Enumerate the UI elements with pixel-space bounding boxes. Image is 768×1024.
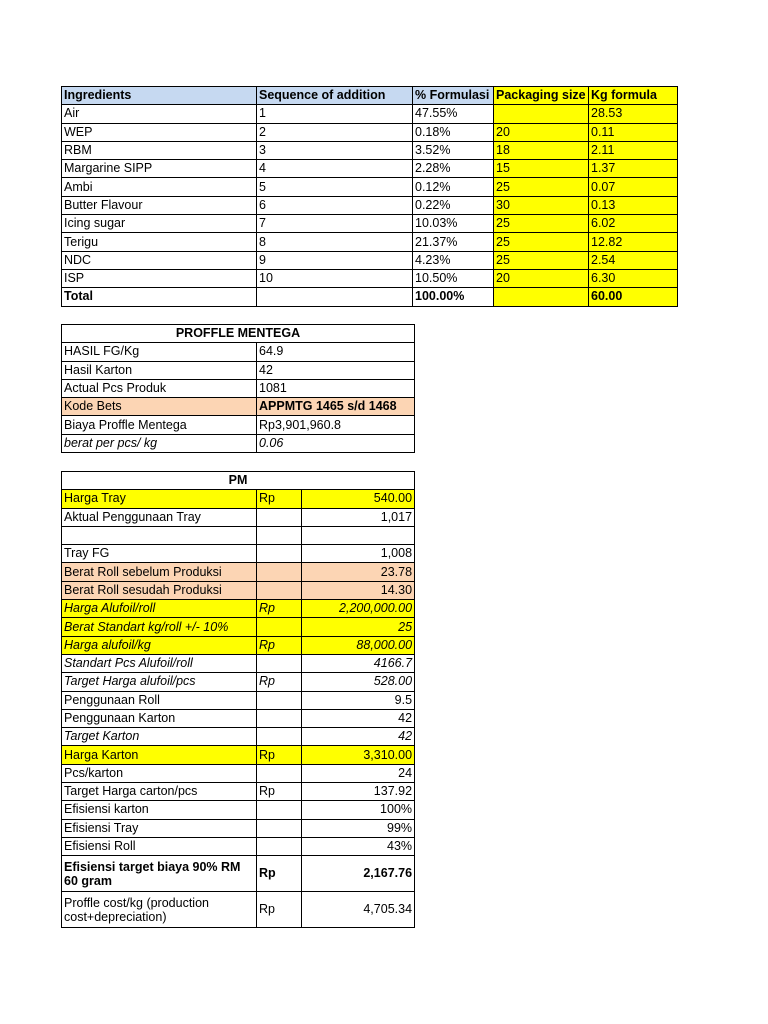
pm-label: Harga alufoil/kg xyxy=(62,636,257,654)
pm-label: Penggunaan Karton xyxy=(62,709,257,727)
ingredient-cell: Butter Flavour xyxy=(62,196,257,214)
pm-table xyxy=(61,471,415,928)
ingredient-cell: Ambi xyxy=(62,178,257,196)
pm-row xyxy=(62,746,415,764)
ingredient-cell: 10 xyxy=(257,269,413,287)
pm-row xyxy=(62,892,415,928)
ingredient-cell: 1 xyxy=(257,105,413,123)
profile-value: 1081 xyxy=(257,379,415,397)
pm-currency: Rp xyxy=(257,892,302,928)
ingredient-row xyxy=(62,141,678,159)
pm-label: Tray FG xyxy=(62,545,257,563)
pm-value: 99% xyxy=(302,819,415,837)
ingredients-table-body xyxy=(62,87,678,307)
pm-label: Efisiensi Roll xyxy=(62,837,257,855)
total-cell: Total xyxy=(62,288,257,306)
pm-row xyxy=(62,618,415,636)
ingredient-cell: 2 xyxy=(257,123,413,141)
pm-row xyxy=(62,837,415,855)
pm-row xyxy=(62,801,415,819)
total-cell: 100.00% xyxy=(413,288,494,306)
pm-label: Aktual Penggunaan Tray xyxy=(62,508,257,526)
profile-title-row xyxy=(62,325,415,343)
ingredient-cell: ISP xyxy=(62,269,257,287)
ingredient-cell: 0.11 xyxy=(589,123,678,141)
pm-value: 2,167.76 xyxy=(302,856,415,892)
pm-label: Target Harga carton/pcs xyxy=(62,783,257,801)
ingredients-table xyxy=(61,86,678,307)
total-cell: 60.00 xyxy=(589,288,678,306)
pm-label: Berat Roll sebelum Produksi xyxy=(62,563,257,581)
profile-value: Rp3,901,960.8 xyxy=(257,416,415,434)
pm-label: Target Harga alufoil/pcs xyxy=(62,673,257,691)
ingredient-cell: WEP xyxy=(62,123,257,141)
profile-value: 0.06 xyxy=(257,434,415,452)
profile-label: berat per pcs/ kg xyxy=(62,434,257,452)
ingredient-cell: 4.23% xyxy=(413,251,494,269)
ingredient-cell: 20 xyxy=(494,123,589,141)
ingredient-row xyxy=(62,269,678,287)
ingredient-cell: 3.52% xyxy=(413,141,494,159)
pm-value: 1,008 xyxy=(302,545,415,563)
pm-value: 137.92 xyxy=(302,783,415,801)
ingredient-cell: 7 xyxy=(257,215,413,233)
profile-value: 64.9 xyxy=(257,343,415,361)
pm-row xyxy=(62,545,415,563)
pm-value: 24 xyxy=(302,764,415,782)
pm-value: 528.00 xyxy=(302,673,415,691)
pm-currency: Rp xyxy=(257,600,302,618)
total-cell xyxy=(257,288,413,306)
ingredient-row xyxy=(62,178,678,196)
ingredient-cell: 10.50% xyxy=(413,269,494,287)
pm-currency xyxy=(257,545,302,563)
pm-value: 14.30 xyxy=(302,581,415,599)
pm-value: 3,310.00 xyxy=(302,746,415,764)
ingredient-cell: 47.55% xyxy=(413,105,494,123)
ingredient-cell: 4 xyxy=(257,160,413,178)
profile-row xyxy=(62,434,415,452)
pm-value: 540.00 xyxy=(302,490,415,508)
ingredient-cell: 0.18% xyxy=(413,123,494,141)
pm-currency xyxy=(257,837,302,855)
column-header: Kg formula xyxy=(589,87,678,105)
ingredient-cell: 20 xyxy=(494,269,589,287)
pm-label: Berat Standart kg/roll +/- 10% xyxy=(62,618,257,636)
pm-currency xyxy=(257,691,302,709)
ingredient-cell: 1.37 xyxy=(589,160,678,178)
ingredients-total-row xyxy=(62,288,678,306)
profile-value: 42 xyxy=(257,361,415,379)
profile-mentega-table-body xyxy=(62,325,415,453)
pm-label: Efisiensi Tray xyxy=(62,819,257,837)
pm-currency: Rp xyxy=(257,856,302,892)
pm-row xyxy=(62,636,415,654)
pm-currency: Rp xyxy=(257,490,302,508)
ingredient-cell: Terigu xyxy=(62,233,257,251)
profile-label: Biaya Proffle Mentega xyxy=(62,416,257,434)
pm-currency: Rp xyxy=(257,636,302,654)
pm-row xyxy=(62,709,415,727)
pm-currency xyxy=(257,654,302,672)
ingredient-cell: 2.11 xyxy=(589,141,678,159)
pm-currency xyxy=(257,581,302,599)
ingredient-cell: 3 xyxy=(257,141,413,159)
pm-row xyxy=(62,508,415,526)
profile-row xyxy=(62,361,415,379)
pm-row xyxy=(62,490,415,508)
ingredient-row xyxy=(62,251,678,269)
ingredient-cell: 6.02 xyxy=(589,215,678,233)
pm-label: Target Karton xyxy=(62,728,257,746)
ingredients-header-row xyxy=(62,87,678,105)
pm-label: Penggunaan Roll xyxy=(62,691,257,709)
ingredient-cell: 0.07 xyxy=(589,178,678,196)
pm-label xyxy=(62,526,257,544)
pm-value: 2,200,000.00 xyxy=(302,600,415,618)
pm-row xyxy=(62,654,415,672)
profile-mentega-table xyxy=(61,324,415,453)
pm-row xyxy=(62,691,415,709)
pm-row xyxy=(62,728,415,746)
ingredient-cell xyxy=(494,105,589,123)
ingredient-cell: 6.30 xyxy=(589,269,678,287)
ingredient-cell: Icing sugar xyxy=(62,215,257,233)
pm-label: Berat Roll sesudah Produksi xyxy=(62,581,257,599)
pm-value: 4166.7 xyxy=(302,654,415,672)
pm-label: Proffle cost/kg (production cost+depreciation) xyxy=(62,892,257,928)
pm-value: 9.5 xyxy=(302,691,415,709)
ingredient-cell: 25 xyxy=(494,233,589,251)
ingredient-cell: 0.22% xyxy=(413,196,494,214)
ingredient-row xyxy=(62,105,678,123)
ingredient-row xyxy=(62,196,678,214)
pm-currency xyxy=(257,618,302,636)
pm-value: 42 xyxy=(302,709,415,727)
pm-currency xyxy=(257,764,302,782)
pm-value: 100% xyxy=(302,801,415,819)
profile-label: Actual Pcs Produk xyxy=(62,379,257,397)
pm-currency: Rp xyxy=(257,783,302,801)
pm-row xyxy=(62,600,415,618)
profile-row xyxy=(62,398,415,416)
profile-row xyxy=(62,343,415,361)
pm-row xyxy=(62,764,415,782)
ingredient-cell: Margarine SIPP xyxy=(62,160,257,178)
pm-currency xyxy=(257,508,302,526)
pm-value xyxy=(302,526,415,544)
pm-currency xyxy=(257,819,302,837)
pm-label: Standart Pcs Alufoil/roll xyxy=(62,654,257,672)
pm-value: 1,017 xyxy=(302,508,415,526)
pm-row xyxy=(62,563,415,581)
pm-title: PM xyxy=(62,472,415,490)
ingredient-row xyxy=(62,215,678,233)
ingredient-cell: 21.37% xyxy=(413,233,494,251)
ingredient-cell: 2.28% xyxy=(413,160,494,178)
profile-label: Hasil Karton xyxy=(62,361,257,379)
column-header: Sequence of addition xyxy=(257,87,413,105)
profile-value: APPMTG 1465 s/d 1468 xyxy=(257,398,415,416)
ingredient-cell: 28.53 xyxy=(589,105,678,123)
pm-row xyxy=(62,526,415,544)
pm-row xyxy=(62,673,415,691)
pm-value: 23.78 xyxy=(302,563,415,581)
ingredient-cell: 25 xyxy=(494,251,589,269)
pm-currency xyxy=(257,801,302,819)
profile-label: Kode Bets xyxy=(62,398,257,416)
column-header: Ingredients xyxy=(62,87,257,105)
ingredient-cell: 0.13 xyxy=(589,196,678,214)
pm-row xyxy=(62,783,415,801)
pm-currency xyxy=(257,563,302,581)
pm-label: Efisiensi target biaya 90% RM 60 gram xyxy=(62,856,257,892)
pm-row xyxy=(62,581,415,599)
pm-row xyxy=(62,856,415,892)
pm-label: Efisiensi karton xyxy=(62,801,257,819)
ingredient-cell: 0.12% xyxy=(413,178,494,196)
pm-currency xyxy=(257,526,302,544)
ingredient-cell: 25 xyxy=(494,215,589,233)
pm-row xyxy=(62,819,415,837)
pm-value: 88,000.00 xyxy=(302,636,415,654)
profile-row xyxy=(62,379,415,397)
ingredient-cell: 10.03% xyxy=(413,215,494,233)
column-header: Packaging size xyxy=(494,87,589,105)
profile-label: HASIL FG/Kg xyxy=(62,343,257,361)
total-cell xyxy=(494,288,589,306)
ingredient-cell: 2.54 xyxy=(589,251,678,269)
pm-value: 42 xyxy=(302,728,415,746)
ingredient-cell: RBM xyxy=(62,141,257,159)
ingredient-cell: 8 xyxy=(257,233,413,251)
ingredient-cell: 5 xyxy=(257,178,413,196)
pm-label: Harga Tray xyxy=(62,490,257,508)
ingredient-row xyxy=(62,123,678,141)
pm-currency xyxy=(257,728,302,746)
pm-currency: Rp xyxy=(257,746,302,764)
pm-label: Harga Karton xyxy=(62,746,257,764)
pm-title-row xyxy=(62,472,415,490)
pm-value: 4,705.34 xyxy=(302,892,415,928)
ingredient-cell: 18 xyxy=(494,141,589,159)
profile-row xyxy=(62,416,415,434)
ingredient-row xyxy=(62,233,678,251)
pm-table-body xyxy=(62,472,415,928)
ingredient-cell: 6 xyxy=(257,196,413,214)
ingredient-cell: 25 xyxy=(494,178,589,196)
column-header: % Formulasi xyxy=(413,87,494,105)
pm-label: Harga Alufoil/roll xyxy=(62,600,257,618)
pm-value: 43% xyxy=(302,837,415,855)
pm-currency xyxy=(257,709,302,727)
ingredient-cell: 30 xyxy=(494,196,589,214)
ingredient-cell: NDC xyxy=(62,251,257,269)
ingredient-cell: 12.82 xyxy=(589,233,678,251)
ingredient-cell: Air xyxy=(62,105,257,123)
profile-title: PROFFLE MENTEGA xyxy=(62,325,415,343)
ingredient-cell: 9 xyxy=(257,251,413,269)
ingredient-cell: 15 xyxy=(494,160,589,178)
pm-value: 25 xyxy=(302,618,415,636)
pm-label: Pcs/karton xyxy=(62,764,257,782)
ingredient-row xyxy=(62,160,678,178)
pm-currency: Rp xyxy=(257,673,302,691)
